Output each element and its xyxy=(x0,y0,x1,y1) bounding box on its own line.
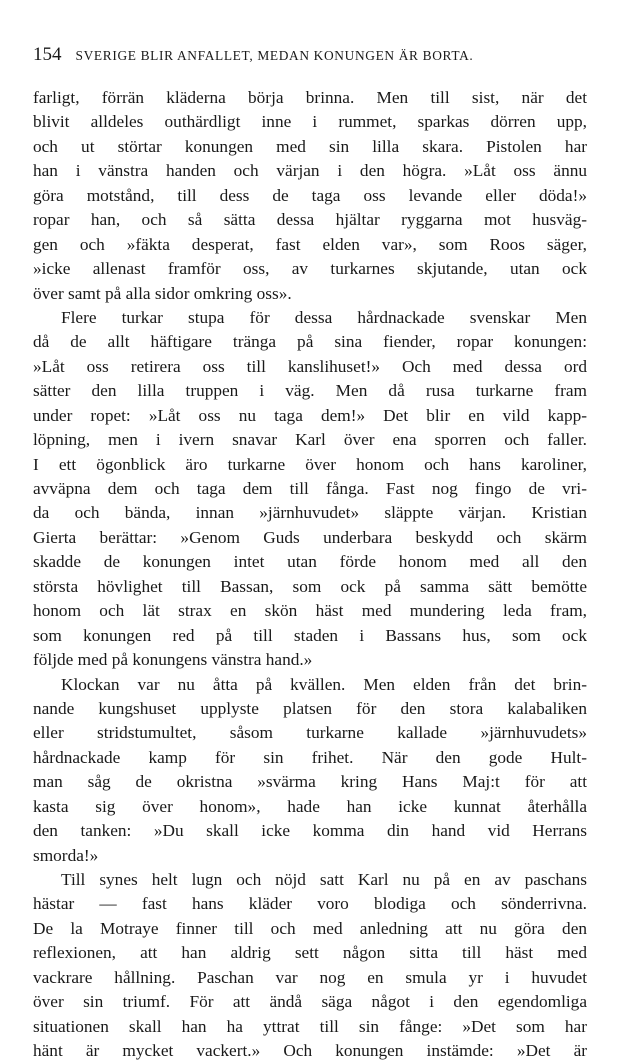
text-line: över samt på alla sidor omkring oss». xyxy=(33,283,292,303)
text-line: Gierta berättar: »Genom Guds underbara beskydd och skärm xyxy=(33,527,587,547)
text-line: största hövlighet till Bassan, som ock på samma sätt bemötte xyxy=(33,576,587,596)
text-line: Till synes helt lugn och nöjd satt Karl nu på en av paschans xyxy=(61,870,587,889)
text-line: hårdnackade kamp för sin frihet. När den gode Hult- xyxy=(33,747,587,767)
text-line: och ut störtar konungen med sin lilla skara. Pistolen har xyxy=(33,136,587,156)
text-line: man såg de okristna »svärma kring Hans Maj:t för att xyxy=(33,772,587,792)
text-line: Klockan var nu åtta på kvällen. Men elden från det brin- xyxy=(61,674,587,694)
text-line: då de allt häftigare tränga på sina fiender, ropar konungen: xyxy=(33,332,587,352)
text-line: som konungen red på till staden i Bassans hus, som ock xyxy=(33,625,587,645)
text-line: gen och »fäkta desperat, fast elden var», som Roos säger, xyxy=(33,234,587,254)
text-line: blivit alldeles outhärdligt inne i rummet, sparkas dörren upp, xyxy=(33,112,587,132)
text-line: under ropet: »Låt oss nu taga dem!» Det blir en vild kapp- xyxy=(33,405,587,425)
text-line: han i vänstra handen och värjan i den högra. »Låt oss ännu xyxy=(33,161,587,181)
text-line: hänt är mycket vackert.» Och konungen instämde: »Det är xyxy=(33,1041,587,1061)
text-line: vackrare hållning. Paschan var nog en smula yr i huvudet xyxy=(33,967,587,987)
text-line: avväpna dem och taga dem till fånga. Fast nog fingo de vri- xyxy=(33,479,587,498)
text-line: honom och lät strax en skön häst med mundering leda fram, xyxy=(33,601,587,621)
text-line: »icke allenast framför oss, av turkarnes skjutande, utan ock xyxy=(33,259,587,279)
text-line: Flere turkar stupa för dessa hårdnackade svenskar Men xyxy=(61,307,587,327)
text-line: reflexionen, att han aldrig sett någon sitta till häst med xyxy=(33,943,587,963)
text-line: nande kungshuset upplyste platsen för den stora kalabaliken xyxy=(33,698,587,718)
text-line: eller stridstumultet, såsom turkarne kallade »järnhuvudets» xyxy=(33,723,587,743)
text-line: hästar — fast hans kläder voro blodiga och sönderrivna. xyxy=(33,894,587,914)
text-line: I ett ögonblick äro turkarne över honom och hans karoliner, xyxy=(33,454,587,474)
text-line: följde med på konungens vänstra hand.» xyxy=(33,650,313,670)
text-line: ropar han, och så sätta dessa hjältar ryggarna mot husväg- xyxy=(33,210,587,230)
text-line: löpning, men i ivern snavar Karl över ena sporren och faller. xyxy=(33,430,587,450)
text-line: göra motstånd, till dess de taga oss levande eller döda!» xyxy=(33,185,587,205)
text-line: De la Motraye finner till och med anledning att nu göra den xyxy=(33,918,587,938)
text-line: »Låt oss retirera oss till kanslihuset!» Och med dessa ord xyxy=(33,356,587,376)
text-line: över sin triumf. För att ändå säga något i den egendomliga xyxy=(33,992,587,1012)
text-line: sätter den lilla truppen i väg. Men då rusa turkarne fram xyxy=(33,381,587,401)
running-title: SVERIGE BLIR ANFALLET, MEDAN KONUNGEN ÄR BORTA. xyxy=(75,48,474,63)
page-number: 154 xyxy=(33,44,62,65)
text-line: smorda!» xyxy=(33,845,99,865)
running-header xyxy=(33,44,593,72)
text-line: da och bända, innan »järnhuvudet» släppte värjan. Kristian xyxy=(33,503,587,523)
text-line: kasta sig över honom», hade han icke kunnat återhålla xyxy=(33,796,587,816)
text-line: skadde de konungen intet utan förde honom med all den xyxy=(33,552,587,572)
body-text xyxy=(33,86,587,1064)
text-line: farligt, förrän kläderna börja brinna. Men till sist, när det xyxy=(33,88,587,107)
text-line: situationen skall han ha yttrat till sin fånge: »Det som har xyxy=(33,1016,587,1036)
text-line: den tanken: »Du skall icke komma din hand vid Herrans xyxy=(33,821,587,841)
